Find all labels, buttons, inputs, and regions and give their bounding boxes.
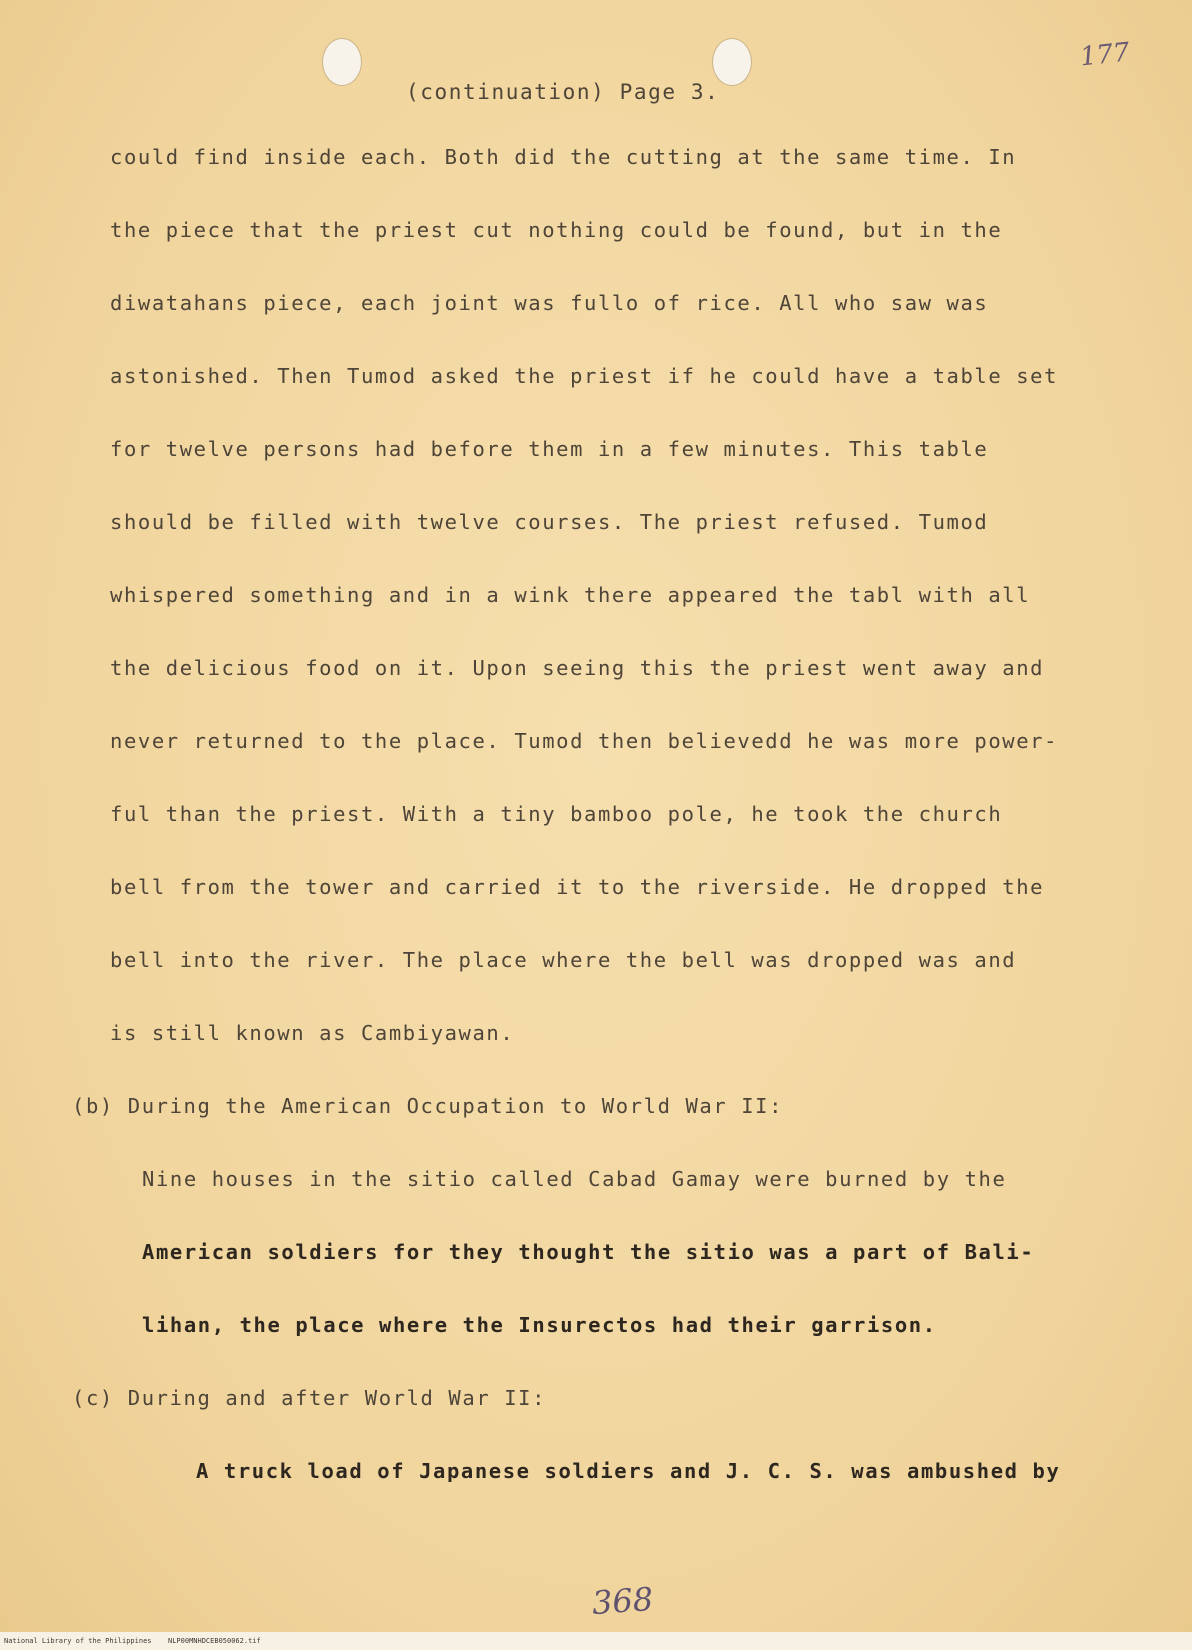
- handwritten-page-number: 368: [590, 1579, 655, 1623]
- text-line: Nine houses in the sitio called Cabad Gamay were burned by the: [142, 1167, 1007, 1191]
- text-line: the delicious food on it. Upon seeing this the priest went away and: [110, 656, 1045, 680]
- text-line: should be filled with twelve courses. The priest refused. Tumod: [110, 510, 989, 534]
- punch-hole-right: [712, 38, 752, 86]
- text-line: for twelve persons had before them in a few minutes. This table: [110, 437, 989, 461]
- text-line: A truck load of Japanese soldiers and J. C. S. was ambushed by: [196, 1459, 1061, 1483]
- handwritten-folio-number: 177: [1078, 37, 1132, 73]
- scan-footer-strip: [0, 1632, 1192, 1650]
- text-line: bell from the tower and carried it to the riverside. He dropped the: [110, 875, 1045, 899]
- text-line: bell into the river. The place where the bell was dropped was and: [110, 948, 1017, 972]
- text-line: astonished. Then Tumod asked the priest if he could have a table set: [110, 364, 1059, 388]
- text-line: American soldiers for they thought the sitio was a part of Bali-: [142, 1240, 1035, 1264]
- section-c-heading: (c) During and after World War II:: [72, 1386, 547, 1410]
- punch-hole-left: [322, 38, 362, 86]
- text-line: diwatahans piece, each joint was fullo of rice. All who saw was: [110, 291, 989, 315]
- file-label: NLP00MNHDCEB050062.tif: [168, 1637, 261, 1645]
- text-line: is still known as Cambiyawan.: [110, 1021, 515, 1045]
- text-line: never returned to the place. Tumod then believedd he was more power-: [110, 729, 1059, 753]
- text-line: the piece that the priest cut nothing could be found, but in the: [110, 218, 1003, 242]
- library-label: National Library of the Philippines: [4, 1637, 152, 1645]
- text-line: could find inside each. Both did the cutting at the same time. In: [110, 145, 1017, 169]
- text-line: whispered something and in a wink there appeared the tabl with all: [110, 583, 1031, 607]
- text-line: lihan, the place where the Insurectos had their garrison.: [142, 1313, 937, 1337]
- page-title: (continuation) Page 3.: [406, 80, 720, 104]
- section-b-heading: (b) During the American Occupation to World War II:: [72, 1094, 784, 1118]
- text-line: ful than the priest. With a tiny bamboo pole, he took the church: [110, 802, 1003, 826]
